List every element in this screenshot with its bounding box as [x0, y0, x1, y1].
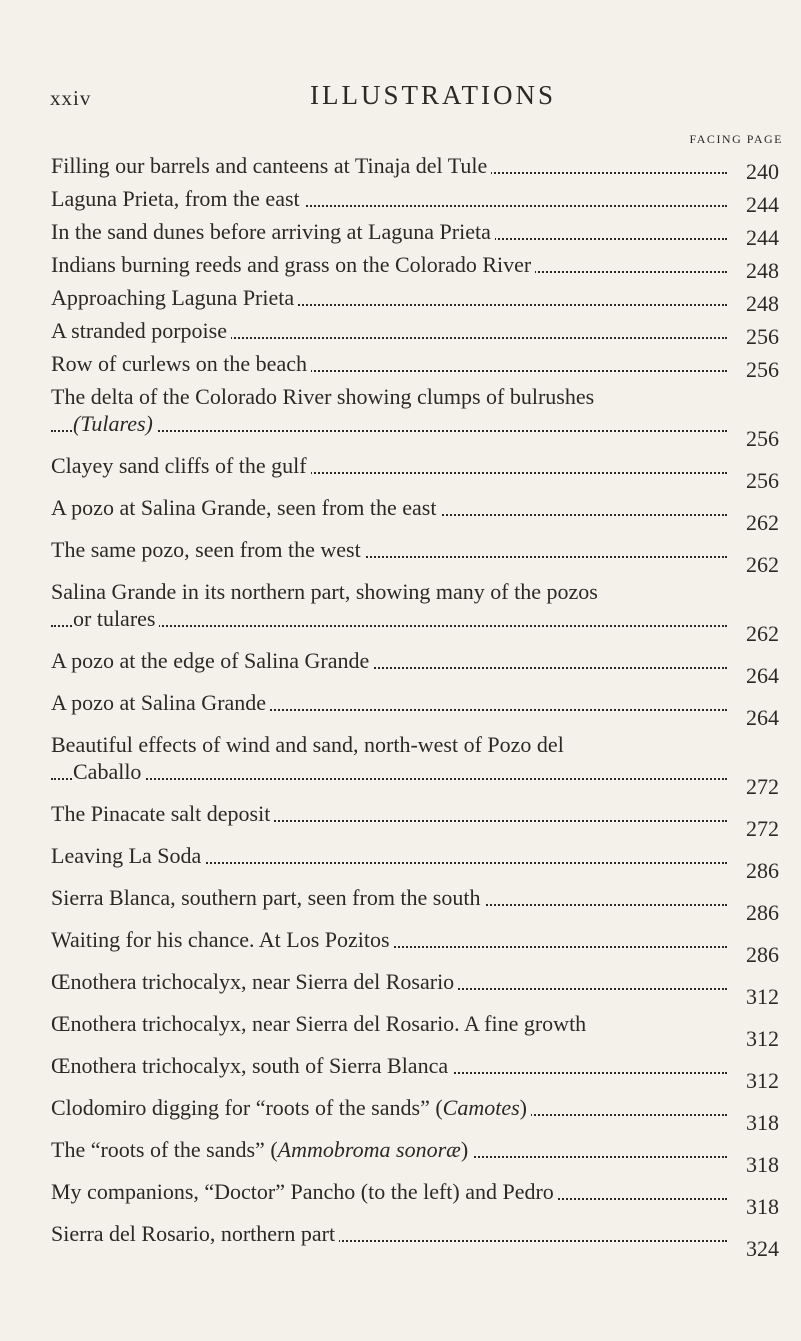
- list-item: [51, 689, 779, 731]
- entry-title: A pozo at the edge of Salina Grande: [51, 648, 373, 673]
- list-item: [51, 185, 779, 218]
- entry-title: Sierra del Rosario, northern part: [51, 1221, 339, 1246]
- entry-title: A pozo at Salina Grande, seen from the east: [51, 495, 440, 520]
- entry-title: Laguna Prieta, from the east: [51, 186, 304, 211]
- list-item: [51, 1094, 779, 1136]
- list-item: [51, 1136, 779, 1178]
- entry-page: 264: [746, 663, 779, 688]
- list-item: [51, 284, 779, 317]
- entry-title: Row of curlews on the beach: [51, 351, 311, 376]
- list-item: [51, 1178, 779, 1220]
- list-item: [51, 218, 779, 251]
- italic-name: Camotes: [442, 1095, 520, 1120]
- entry-title: Salina Grande in its northern part, showing many of the pozos: [51, 579, 598, 604]
- entry-title: Œnothera trichocalyx, near Sierra del Rosario: [51, 969, 458, 994]
- entry-page: 240: [746, 159, 779, 184]
- entry-page: 262: [746, 552, 779, 577]
- list-item: [51, 884, 779, 926]
- entry-title-continued: or tulares: [73, 606, 159, 631]
- italic-name: Ammobroma sonoræ: [277, 1137, 461, 1162]
- list-item: [51, 1052, 779, 1094]
- entry-page: 256: [746, 357, 779, 382]
- list-item: [51, 647, 779, 689]
- entry-page: 324: [746, 1236, 779, 1261]
- entry-page: 312: [746, 984, 779, 1009]
- entry-title: The same pozo, seen from the west: [51, 537, 365, 562]
- entry-title: Leaving La Soda: [51, 843, 205, 868]
- list-item: [51, 1220, 779, 1262]
- entry-title: A pozo at Salina Grande: [51, 690, 270, 715]
- facing-page-label: FACING PAGE: [689, 132, 783, 146]
- entry-title: In the sand dunes before arriving at Laguna Prieta: [51, 219, 495, 244]
- list-item: [51, 926, 779, 968]
- entry-page: 244: [746, 225, 779, 250]
- entry-title: Beautiful effects of wind and sand, north-west of Pozo del: [51, 732, 564, 757]
- entry-title: The delta of the Colorado River showing clumps of bulrushes: [51, 384, 595, 409]
- list-item: [51, 152, 779, 185]
- entry-title: Filling our barrels and canteens at Tinaja del Tule: [51, 153, 491, 178]
- list-item: [51, 350, 779, 383]
- list-item: [51, 251, 779, 284]
- entry-page: 312: [746, 1068, 779, 1093]
- entry-page: 318: [746, 1152, 779, 1177]
- illustrations-list: [51, 152, 779, 1262]
- entry-page: 256: [746, 426, 779, 451]
- entry-page: 286: [746, 858, 779, 883]
- entry-page: 264: [746, 705, 779, 730]
- running-title: ILLUSTRATIONS: [310, 80, 556, 110]
- entry-page: 286: [746, 900, 779, 925]
- entry-title-continued: Caballo: [73, 759, 145, 784]
- entry-page: 318: [746, 1110, 779, 1135]
- entry-title: The Pinacate salt deposit: [51, 801, 274, 826]
- list-item: [51, 578, 779, 647]
- entry-title-continued: (Tulares): [73, 411, 157, 436]
- entry-title: Approaching Laguna Prieta: [51, 285, 298, 310]
- list-item: [51, 536, 779, 578]
- entry-page: 248: [746, 291, 779, 316]
- list-item: [51, 452, 779, 494]
- entry-title: The “roots of the sands” (Ammobroma sonoræ): [51, 1137, 472, 1162]
- list-item: [51, 383, 779, 452]
- list-item: [51, 317, 779, 350]
- entry-title: Œnothera trichocalyx, south of Sierra Blanca: [51, 1053, 452, 1078]
- entry-title: Sierra Blanca, southern part, seen from the south: [51, 885, 484, 910]
- entry-page: 272: [746, 816, 779, 841]
- entry-page: 256: [746, 324, 779, 349]
- entry-page: 318: [746, 1194, 779, 1219]
- entry-title: Waiting for his chance. At Los Pozitos: [51, 927, 394, 952]
- entry-title: A stranded porpoise: [51, 318, 231, 343]
- list-item: [51, 800, 779, 842]
- entry-page: 262: [746, 621, 779, 646]
- list-item: [51, 1010, 779, 1052]
- entry-page: 272: [746, 774, 779, 799]
- entry-page: 286: [746, 942, 779, 967]
- entry-page: 256: [746, 468, 779, 493]
- list-item: [51, 968, 779, 1010]
- list-item: [51, 731, 779, 800]
- list-item: [51, 842, 779, 884]
- entry-page: 262: [746, 510, 779, 535]
- entry-page: 312: [746, 1026, 779, 1051]
- page-number: xxiv: [50, 86, 92, 110]
- entry-page: 248: [746, 258, 779, 283]
- entry-title: My companions, “Doctor” Pancho (to the left) and Pedro: [51, 1179, 558, 1204]
- entry-title: Clayey sand cliffs of the gulf: [51, 453, 311, 478]
- entry-title: Indians burning reeds and grass on the Colorado River: [51, 252, 535, 277]
- entry-title: Œnothera trichocalyx, near Sierra del Rosario. A fine growth: [51, 1011, 590, 1036]
- entry-title: Clodomiro digging for “roots of the sands” (Camotes): [51, 1095, 531, 1120]
- list-item: [51, 494, 779, 536]
- entry-page: 244: [746, 192, 779, 217]
